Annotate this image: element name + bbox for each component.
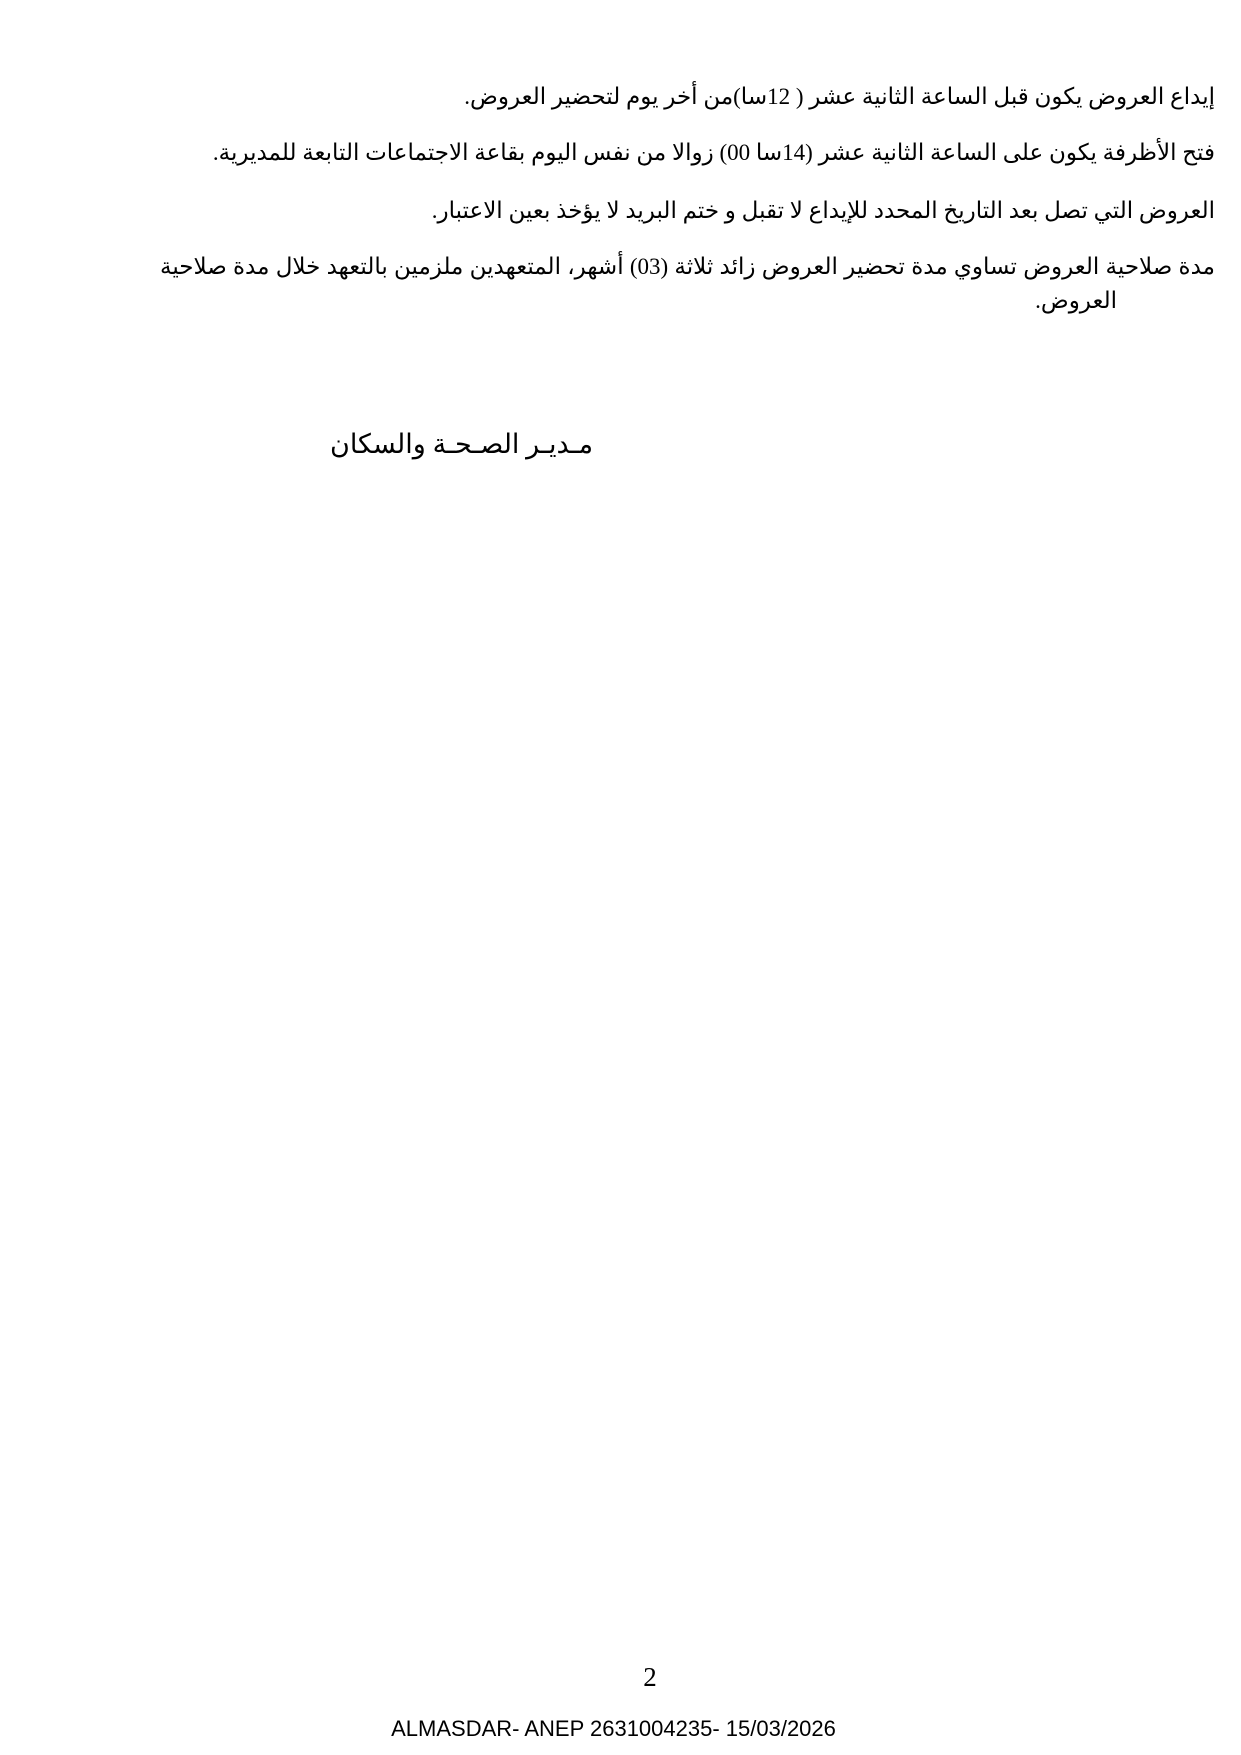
- paragraph-envelope-opening: فتح الأظرفة يكون على الساعة الثانية عشر (14سا 00) زوالا من نفس اليوم بقاعة الاجتماعات التابعة للمديرية.: [212, 140, 1215, 165]
- signature-director-title: مـديـر الصـحـة والسكان: [330, 429, 594, 459]
- page-number: 2: [643, 1662, 657, 1692]
- paragraph-offer-validity-line2: العروض.: [1035, 288, 1117, 313]
- paragraph-late-offers: العروض التي تصل بعد التاريخ المحدد للإيداع لا تقبل و ختم البريد لا يؤخذ بعين الاعتبار.: [431, 198, 1215, 223]
- paragraph-offer-validity-line1: مدة صلاحية العروض تساوي مدة تحضير العروض زائد ثلاثة (03) أشهر، المتعهدين ملزمين بالتعهد خلال مدة صلاحية: [160, 254, 1215, 279]
- paragraph-deposit-deadline: إيداع العروض يكون قبل الساعة الثانية عشر ( 12سا)من أخر يوم لتحضير العروض.: [464, 84, 1215, 109]
- footer-anep-reference: ALMASDAR- ANEP 2631004235- 15/03/2026: [391, 1716, 836, 1741]
